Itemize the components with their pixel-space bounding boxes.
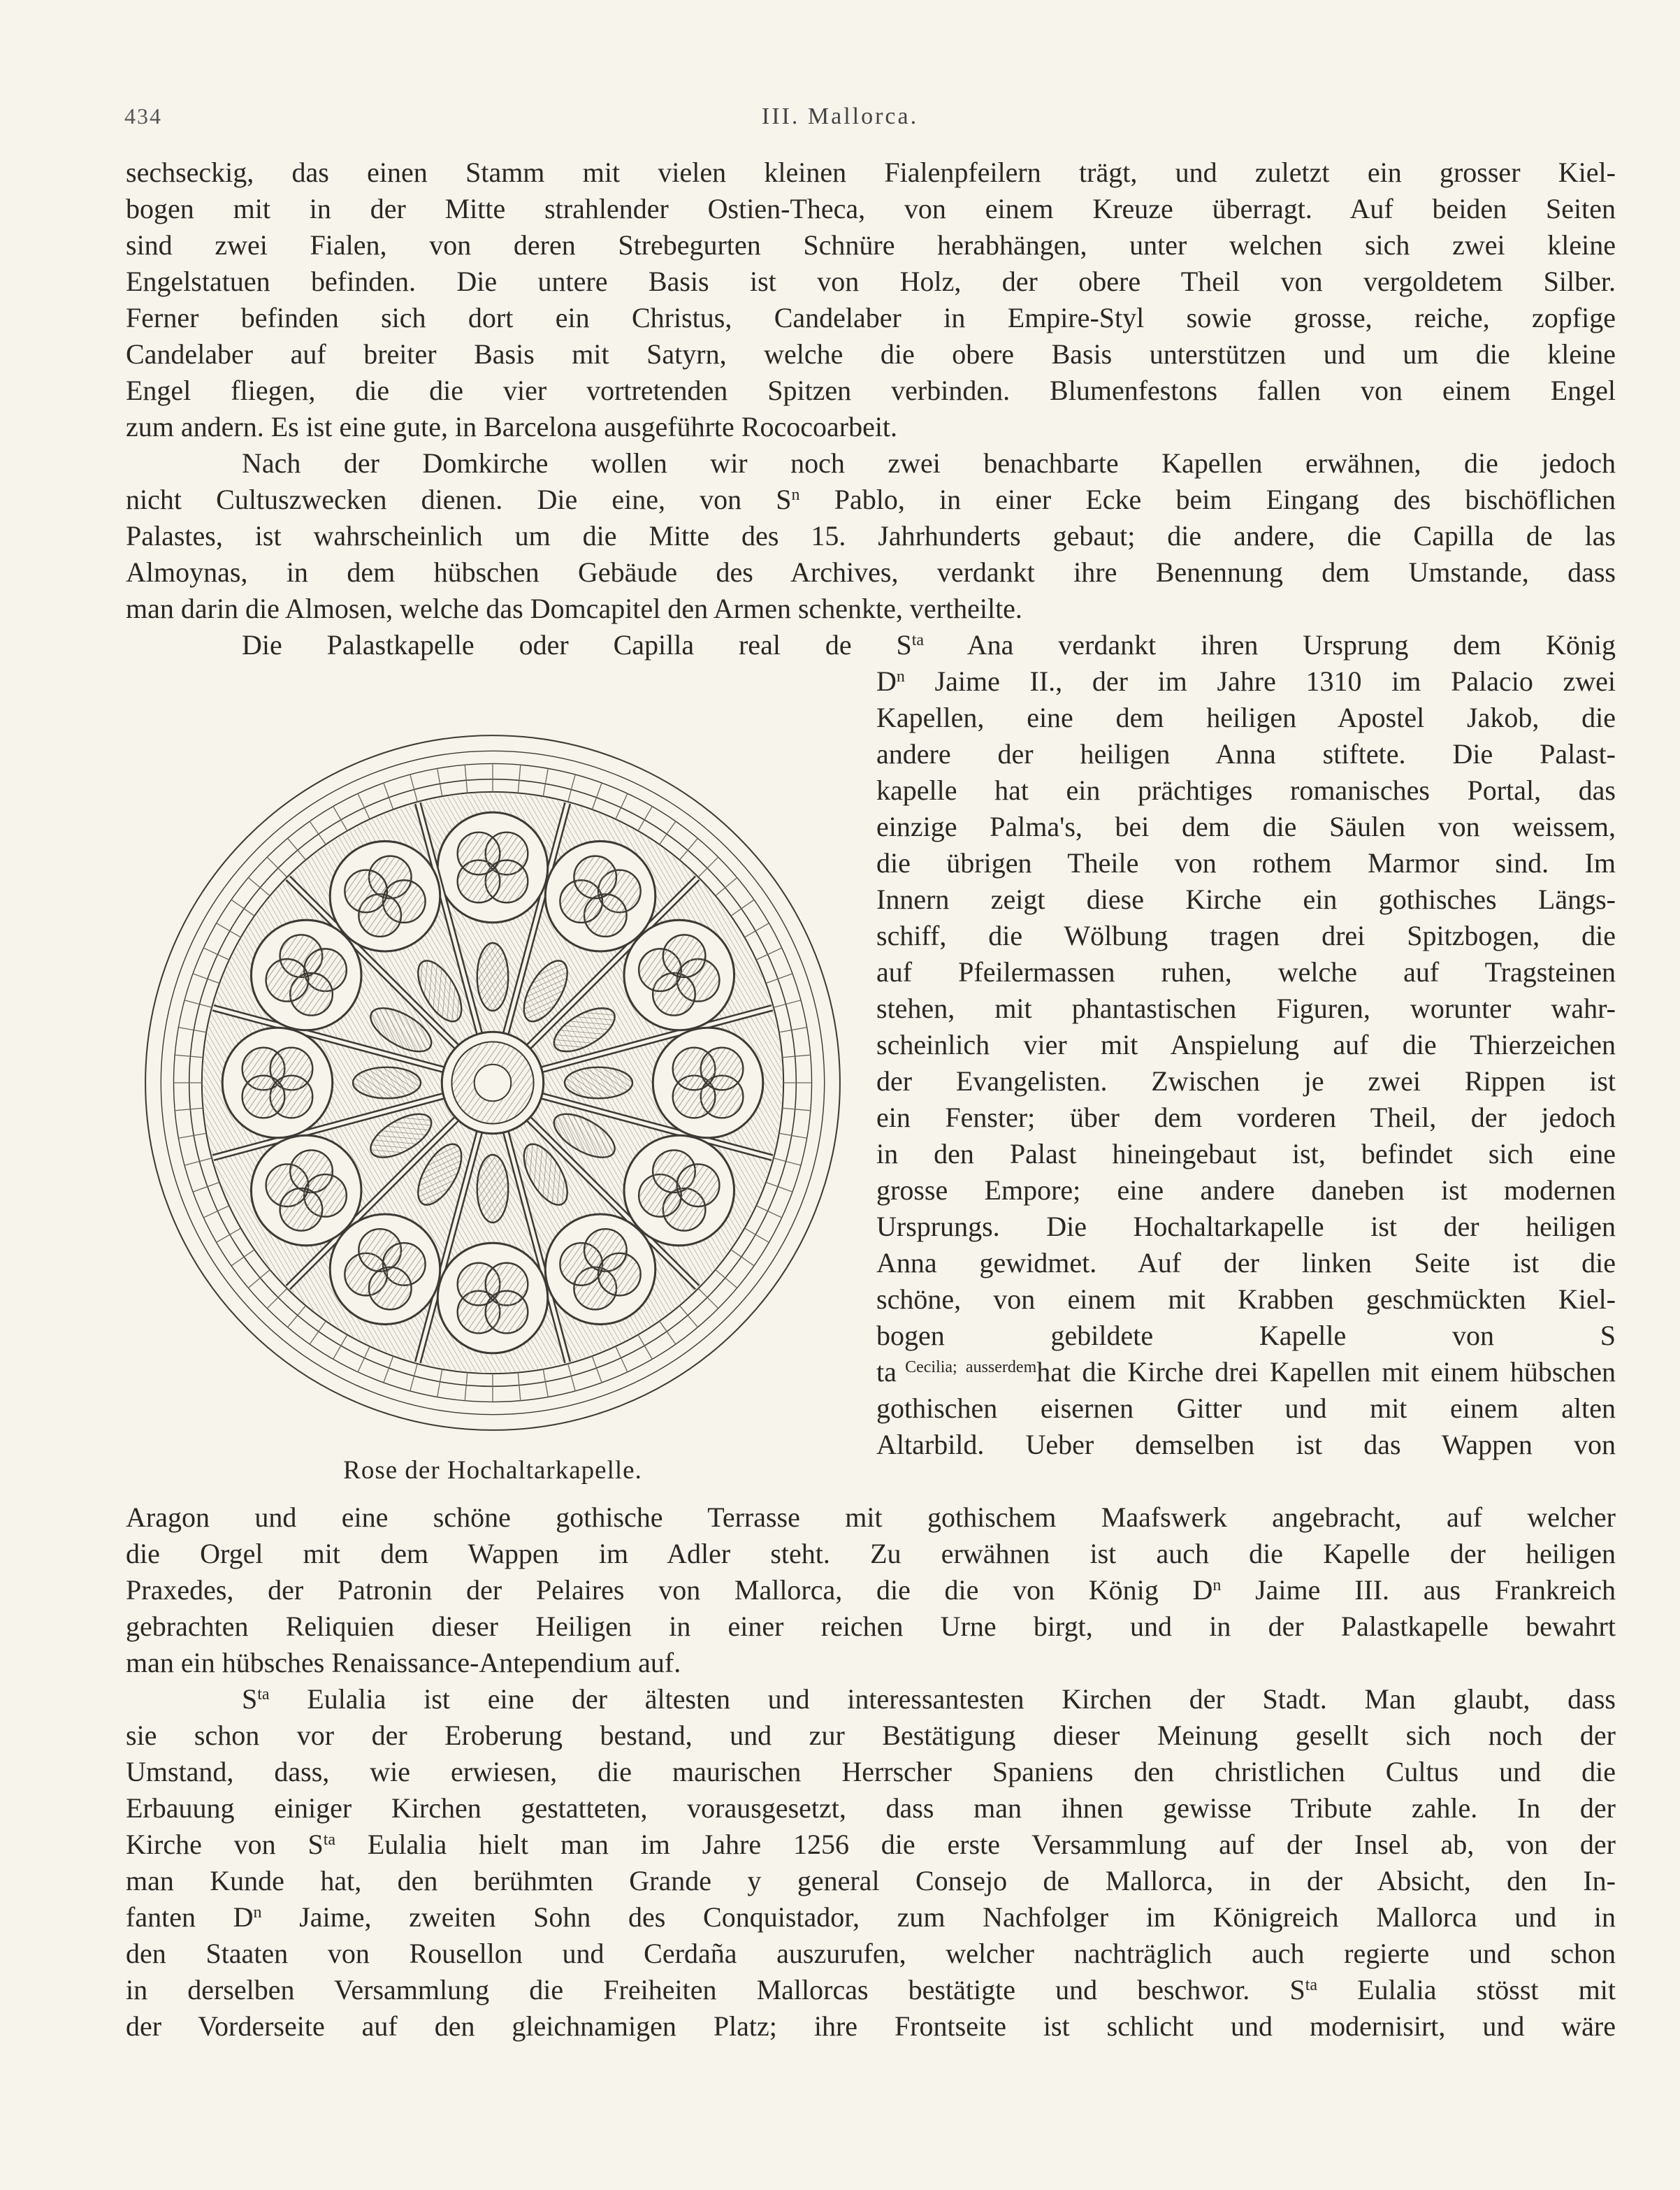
text-line: $D^n$ Jaime II., der im Jahre 1310 im Palacio zwei <box>876 665 1616 697</box>
quatrefoil-lobe <box>242 1076 285 1118</box>
voussoir-joint <box>175 1108 203 1111</box>
voussoir-joint <box>178 1133 206 1138</box>
voussoir-joint <box>774 1158 801 1165</box>
voussoir-joint <box>465 765 468 793</box>
text-line: Altarbild. Ueber demselben ist das Wappen von <box>876 1429 1616 1460</box>
text-line: der Evangelisten. Zwischen je zwei Rippen ist <box>876 1065 1616 1097</box>
text-line: bogen gebildete Kapelle von S <box>876 1320 1616 1351</box>
voussoir-joint <box>231 1250 254 1266</box>
voussoir-joint <box>465 1373 468 1401</box>
voussoir-joint <box>783 1055 811 1058</box>
voussoir-joint <box>568 775 575 802</box>
text-line: Ursprungs. Die Hochaltarkapelle ist der heiligen <box>876 1211 1616 1242</box>
text-line: der Vorderseite auf den gleichnamigen Platz; ihre Frontseite ist schlicht und modernisirt, und wäre <box>126 2010 1616 2042</box>
text-line: Candelaber auf breiter Basis mit Satyrn, welche die obere Basis unterstützen und um die kleine <box>126 338 1616 370</box>
text-line: die übrigen Theile von rothem Marmor sind. Im <box>876 847 1616 879</box>
text-line: scheinlich vier mit Anspielung auf die Thierzeichen <box>876 1029 1616 1060</box>
voussoir-joint <box>774 1000 801 1007</box>
voussoir-joint <box>779 1133 807 1138</box>
voussoir-joint <box>178 1028 206 1032</box>
voussoir-joint <box>333 807 347 831</box>
text-line: andere der heiligen Anna stiftete. Die Palast- <box>876 738 1616 770</box>
quatrefoil-lobe <box>574 856 616 899</box>
voussoir-joint <box>310 1321 326 1344</box>
voussoir-joint <box>437 768 442 796</box>
text-line <box>876 1464 1616 1499</box>
text-line: sie schon vor der Eroberung bestand, und zur Bestätigung dieser Meinung gesellt sich noch der <box>126 1720 1616 1751</box>
text-line: stehen, mit phantastischen Figuren, worunter wahr- <box>876 993 1616 1024</box>
text-line: die Orgel mit dem Wappen im Adler steht. Zu erwähnen ist auch die Kapelle der heiligen <box>126 1538 1616 1569</box>
text-line: Aragon und eine schöne gothische Terrasse mit gothischem Maafswerk angebracht, auf welcher <box>126 1501 1616 1533</box>
voussoir-joint <box>660 1321 676 1344</box>
voussoir-joint <box>410 775 417 802</box>
voussoir-joint <box>698 1288 718 1309</box>
page-number: 434 <box>124 103 162 129</box>
quatrefoil-lobe <box>677 1164 720 1206</box>
text-line: ta $^{Cecilia; ausserdem}$hat die Kirche drei Kapellen mit einem hübschen <box>876 1356 1616 1388</box>
text-line: Die Palastkapelle oder Capilla real de $S^{ta}$ Ana verdankt ihren Ursprung dem König <box>242 629 1616 661</box>
voussoir-joint <box>267 857 287 877</box>
lancet-light <box>477 1155 508 1223</box>
text-line: einzige Palma's, bei dem die Säulen von weissem, <box>876 811 1616 842</box>
quatrefoil-lobe <box>345 870 387 913</box>
quatrefoil-lobe <box>486 1291 528 1334</box>
voussoir-joint <box>518 765 521 793</box>
text-line: man Kunde hat, den berühmten Grande y general Consejo de Mallorca, in der Absicht, den In- <box>126 1865 1616 1896</box>
quatrefoil-lobe <box>598 1253 641 1296</box>
voussoir-joint <box>184 1000 212 1007</box>
text-line: Umstand, dass, wie erwiesen, die maurischen Herrscher Spaniens den christlichen Cultus und die <box>126 1756 1616 1787</box>
lancet-light <box>353 1067 421 1098</box>
text-line: bogen mit in der Mitte strahlender Ostien-Theca, von einem Kreuze überragt. Auf beiden Seiten <box>126 193 1616 224</box>
voussoir-joint <box>568 1364 575 1391</box>
text-line: Engel fliegen, die die vier vortretenden Spitzen verbinden. Blumenfestons fallen von einem Engel <box>126 375 1616 406</box>
text-line: ein Fenster; über dem vorderen Theil, der jedoch <box>876 1102 1616 1133</box>
quatrefoil-lobe <box>280 1188 323 1231</box>
text-line: man darin die Almosen, welche das Domcapitel den Armen schenkte, vertheilte. <box>126 593 1022 624</box>
text-line: Kapellen, eine dem heiligen Apostel Jakob, die <box>876 702 1616 733</box>
quatrefoil-lobe <box>266 959 309 1002</box>
text-line: Almoynas, in dem hübschen Gebäude des Archives, verdankt ihre Benennung dem Umstande, dass <box>126 556 1616 588</box>
text-line: $S^{ta}$ Eulalia ist eine der ältesten und interessantesten Kirchen der Stadt. Man glaubt, dass <box>242 1683 1616 1715</box>
text-line: Erbauung einiger Kirchen gestatteten, vorausgesetzt, dass man ihnen gewisse Tribute zahle. In der <box>126 1792 1616 1824</box>
text-line: gebrachten Reliquien dieser Heiligen in einer reichen Urne birgt, und in der Palastkapelle bewahrt <box>126 1611 1616 1642</box>
lancet-light <box>565 1067 632 1098</box>
text-line: auf Pfeilermassen ruhen, welche auf Tragsteinen <box>876 956 1616 988</box>
lancet-light <box>477 943 508 1011</box>
text-line: schöne, von einem mit Krabben geschmückten Kiel- <box>876 1283 1616 1315</box>
rose-window-illustration <box>140 730 846 1436</box>
text-line: kapelle hat ein prächtiges romanisches Portal, das <box>876 775 1616 806</box>
text-line: den Staaten von Rousellon und Cerdaña auszurufen, welcher nachträglich auch regierte und schon <box>126 1938 1616 1969</box>
voussoir-joint <box>744 1228 769 1242</box>
text-line: Praxedes, der Patronin der Pelaires von Mallorca, die die von König $D^n$ Jaime III. aus Frankreich <box>126 1574 1616 1606</box>
rose-center <box>442 1032 543 1133</box>
voussoir-joint <box>184 1158 212 1165</box>
voussoir-joint <box>437 1369 442 1397</box>
voussoir-joint <box>217 1228 241 1242</box>
text-line: in den Palast hineingebaut ist, befindet sich eine <box>876 1138 1616 1169</box>
text-line: Kirche von $S^{ta}$ Eulalia hielt man im Jahre 1256 die erste Versammlung auf der Insel ab, von der <box>126 1829 1616 1860</box>
voussoir-joint <box>518 1373 521 1401</box>
quatrefoil-lobe <box>663 935 706 977</box>
text-line: gothischen eisernen Gitter und mit einem alten <box>876 1392 1616 1424</box>
text-line: Anna gewidmet. Auf der linken Seite ist die <box>876 1247 1616 1278</box>
voussoir-joint <box>660 821 676 844</box>
text-line: Nach der Domkirche wollen wir noch zwei benachbarte Kapellen erwähnen, die jedoch <box>242 447 1616 479</box>
quatrefoil-lobe <box>369 1267 412 1310</box>
voussoir-joint <box>543 768 548 796</box>
voussoir-joint <box>333 1334 347 1359</box>
text-line: sechseckig, das einen Stamm mit vielen kleinen Fialenpfeilern trägt, und zuletzt ein grosser Kiel- <box>126 157 1616 188</box>
text-line: sind zwei Fialen, von deren Strebegurten Schnüre herabhängen, unter welchen sich zwei kleine <box>126 229 1616 261</box>
voussoir-joint <box>410 1364 417 1391</box>
quatrefoil-lobe <box>701 1048 744 1090</box>
voussoir-joint <box>267 1288 287 1309</box>
voussoir-joint <box>783 1108 811 1111</box>
text-line: fanten $D^n$ Jaime, zweiten Sohn des Conquistador, zum Nachfolger im Königreich Mallorca und in <box>126 1901 1616 1933</box>
running-title: III. Mallorca. <box>761 103 919 129</box>
voussoir-joint <box>744 923 769 937</box>
text-line: nicht Cultuszwecken dienen. Die eine, von $S^n$ Pablo, in einer Ecke beim Eingang des bischöflichen <box>126 484 1616 515</box>
voussoir-joint <box>175 1055 203 1058</box>
text-line: Engelstatuen befinden. Die untere Basis ist von Holz, der obere Theil von vergoldetem Silber. <box>126 266 1616 297</box>
figure-caption: Rose der Hochaltarkapelle. <box>343 1456 642 1485</box>
text-line: zum andern. Es ist eine gute, in Barcelona ausgeführte Rococoarbeit. <box>126 411 898 442</box>
voussoir-joint <box>638 807 652 831</box>
voussoir-joint <box>217 923 241 937</box>
voussoir-joint <box>731 1250 754 1266</box>
voussoir-joint <box>731 900 754 916</box>
text-line: man ein hübsches Renaissance-Antependium auf. <box>126 1647 681 1678</box>
quatrefoil-lobe <box>458 833 500 875</box>
voussoir-joint <box>543 1369 548 1397</box>
voussoir-joint <box>698 857 718 877</box>
text-line: Palastes, ist wahrscheinlich um die Mitte des 15. Jahrhunderts gebaut; die andere, die Capilla de las <box>126 520 1616 552</box>
voussoir-joint <box>638 1334 652 1359</box>
text-line: Innern zeigt diese Kirche ein gothisches Längs- <box>876 884 1616 915</box>
voussoir-joint <box>310 821 326 844</box>
text-line: schiff, die Wölbung tragen drei Spitzbogen, die <box>876 920 1616 951</box>
voussoir-joint <box>779 1028 807 1032</box>
text-line: grosse Empore; eine andere daneben ist modernen <box>876 1174 1616 1206</box>
text-line: Ferner befinden sich dort ein Christus, Candelaber in Empire-Styl sowie grosse, reiche, zopfige <box>126 302 1616 333</box>
text-line: in derselben Versammlung die Freiheiten Mallorcas bestätigte und beschwor. $S^{ta}$ Eulalia stösst mit <box>126 1974 1616 2005</box>
voussoir-joint <box>231 900 254 916</box>
